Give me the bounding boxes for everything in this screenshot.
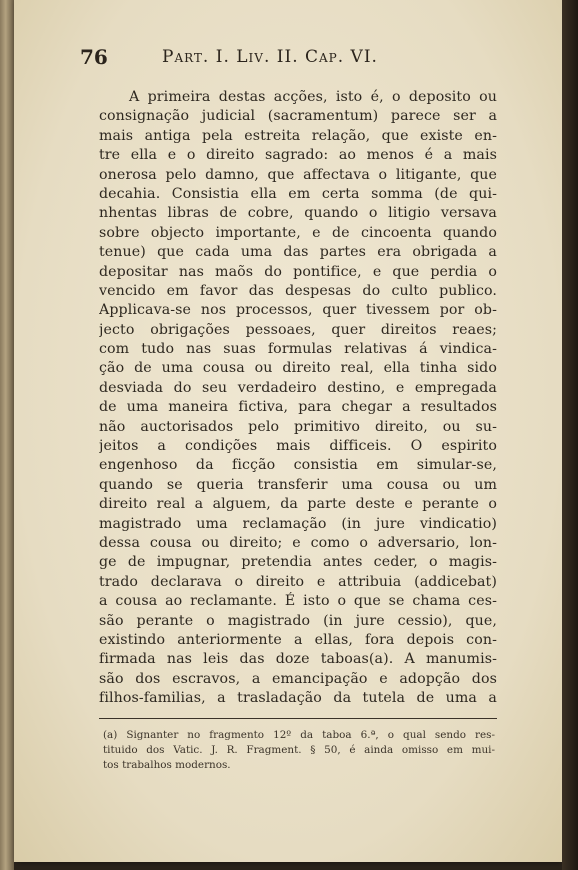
running-head: Part. I. Liv. II. Cap. VI. bbox=[162, 47, 378, 67]
text-line: são perante o magistrado (in jure cessio), que, bbox=[99, 612, 497, 629]
text-line: direito real a alguem, da parte deste e perante o bbox=[99, 496, 497, 513]
text-line: nhentas libras de cobre, quando o litigio versava bbox=[99, 205, 497, 222]
text-line: ge de impugnar, pretendia antes ceder, o magis- bbox=[99, 554, 497, 571]
footnote-rule bbox=[99, 718, 497, 719]
text-line: são dos escravos, a emancipação e adopção dos bbox=[99, 670, 497, 687]
text-line: jeitos a condições mais difficeis. O espirito bbox=[99, 438, 497, 455]
text-line: firmada nas leis das doze taboas(a). A manumis- bbox=[99, 651, 497, 668]
footnote-line: tos trabalhos modernos. bbox=[103, 759, 231, 771]
text-line: decahia. Consistia ella em certa somma (de qui- bbox=[99, 185, 497, 202]
text-line: magistrado uma reclamação (in jure vindicatio) bbox=[99, 515, 497, 532]
text-line: consignação judicial (sacramentum) parece ser a bbox=[99, 108, 497, 125]
text-line: quando se queria transferir uma cousa ou um bbox=[99, 476, 497, 493]
text-line: desviada do seu verdadeiro destino, e empregada bbox=[99, 379, 497, 396]
text-line: dessa cousa ou direito; e como o adversario, lon- bbox=[99, 534, 497, 551]
text-line: jecto obrigações pessoaes, quer direitos reaes; bbox=[99, 321, 497, 338]
text-line: tenue) que cada uma das partes era obrigada a bbox=[99, 244, 497, 261]
footnote-line: (a) Signanter no fragmento 12º da taboa 6.ª, o qual sendo res- bbox=[103, 729, 495, 741]
text-line: de uma maneira fictiva, para chegar a resultados bbox=[99, 399, 497, 416]
body-text bbox=[99, 88, 497, 709]
text-line: depositar nas maõs do pontifice, e que perdia o bbox=[99, 263, 497, 280]
text-line: Applicava-se nos processos, quer tivessem por ob- bbox=[99, 302, 497, 319]
text-line: vencido em favor das despesas do culto publico. bbox=[99, 282, 497, 299]
text-line: engenhoso da ficção consistia em simular-se, bbox=[99, 457, 497, 474]
text-line: a cousa ao reclamante. É isto o que se chama ces- bbox=[99, 593, 497, 610]
footnote bbox=[103, 728, 495, 773]
text-line: A primeira destas acções, isto é, o deposito ou bbox=[129, 89, 497, 105]
text-line: trado declarava o direito e attribuia (addicebat) bbox=[99, 573, 497, 590]
text-line: sobre objecto importante, e de cincoenta quando bbox=[99, 224, 497, 241]
text-line: com tudo nas suas formulas relativas á vindica- bbox=[99, 341, 497, 358]
text-line: filhos-familias, a trasladação da tutela de uma a bbox=[99, 690, 497, 707]
text-line: mais antiga pela estreita relação, que existe en- bbox=[99, 127, 497, 144]
page-header bbox=[80, 45, 500, 71]
footnote-line: tituido dos Vatic. J. R. Fragment. § 50, é ainda omisso em mui- bbox=[103, 744, 495, 756]
page-edge-shadow bbox=[562, 0, 578, 870]
book-spine bbox=[0, 0, 14, 870]
text-line: onerosa pelo damno, que affectava o litigante, que bbox=[99, 166, 497, 183]
text-line: ção de uma cousa ou direito real, ella tinha sido bbox=[99, 360, 497, 377]
text-line: existindo anteriormente a ellas, fora depois con- bbox=[99, 631, 497, 648]
text-line: tre ella e o direito sagrado: ao menos é a mais bbox=[99, 147, 497, 164]
text-line: não auctorisados pelo primitivo direito, ou su- bbox=[99, 418, 497, 435]
page-number: 76 bbox=[80, 45, 108, 69]
